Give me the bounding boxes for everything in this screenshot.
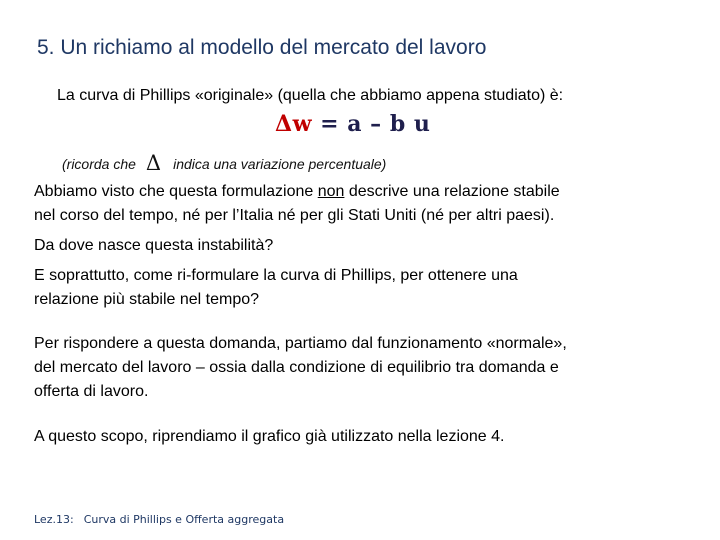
paragraph-reformulate bbox=[34, 264, 518, 312]
delta-note bbox=[62, 150, 386, 174]
footer-lesson: Lez.13: bbox=[34, 513, 74, 526]
paragraph-line: del mercato del lavoro – ossia dalla condizione di equilibrio tra domanda e bbox=[34, 359, 559, 376]
slide-footer bbox=[34, 513, 284, 526]
paragraph-line: Per rispondere a questa domanda, partiamo dal funzionamento «normale», bbox=[34, 335, 567, 352]
underlined-word: non bbox=[317, 183, 345, 200]
delta-symbol: Δ bbox=[145, 151, 162, 175]
intro-text: La curva di Phillips «originale» (quella che abbiamo appena studiato) è: bbox=[57, 87, 564, 104]
text-span: descrive una relazione stabile bbox=[344, 183, 560, 200]
paragraph-graph-reference: A questo scopo, riprendiamo il grafico già utilizzato nella lezione 4. bbox=[34, 428, 505, 445]
paragraph-instability bbox=[34, 180, 560, 228]
paragraph-labour-market bbox=[34, 332, 567, 404]
formula-rhs: = a – b u bbox=[312, 111, 431, 137]
paragraph-line: E soprattutto, come ri-formulare la curva di Phillips, per ottenere una bbox=[34, 267, 518, 284]
phillips-formula bbox=[275, 111, 430, 137]
footer-topic: Curva di Phillips e Offerta aggregata bbox=[83, 513, 285, 526]
paragraph-line: offerta di lavoro. bbox=[34, 383, 149, 400]
note-before: (ricorda che bbox=[62, 156, 136, 172]
paragraph-line bbox=[34, 180, 560, 204]
text-span: Abbiamo visto che questa formulazione bbox=[34, 183, 318, 200]
slide-title: 5. Un richiamo al modello del mercato del lavoro bbox=[37, 36, 487, 59]
paragraph-question: Da dove nasce questa instabilità? bbox=[34, 237, 274, 254]
paragraph-line: relazione più stabile nel tempo? bbox=[34, 291, 260, 308]
formula-lhs: Δw bbox=[275, 111, 313, 137]
note-after: indica una variazione percentuale) bbox=[173, 156, 387, 172]
paragraph-line: nel corso del tempo, né per l’Italia né per gli Stati Uniti (né per altri paesi). bbox=[34, 207, 555, 224]
